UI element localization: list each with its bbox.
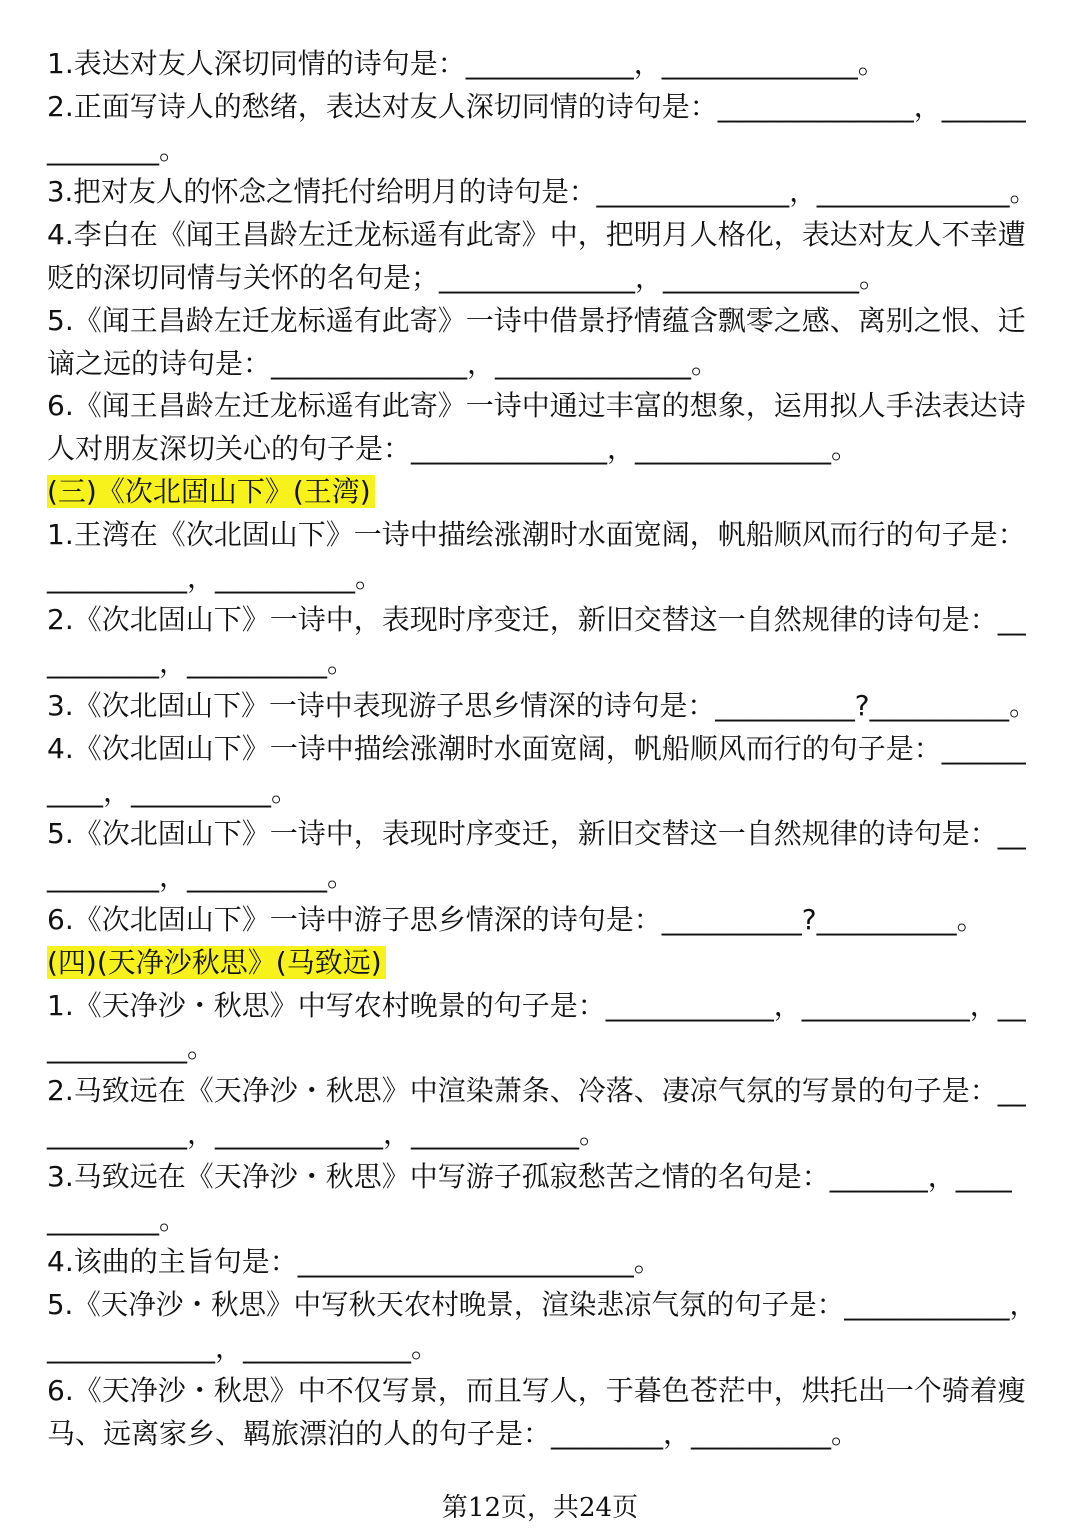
question-line	[47, 643, 1037, 683]
question-text: __________，____________，____________。	[47, 1116, 608, 1150]
question-line	[47, 130, 1037, 170]
question-text: 6.《闻王昌龄左迁龙标遥有此寄》一诗中通过丰富的想象，运用拟人手法表达诗	[47, 389, 1026, 423]
question-text: 5.《天净沙・秋思》中写秋天农村晚景，渲染悲凉气氛的句子是：____________，	[47, 1288, 1038, 1322]
question-line	[47, 1114, 1037, 1154]
question-text: 3.把对友人的怀念之情托付给明月的诗句是：______________，______________。	[47, 175, 1038, 209]
question-line	[47, 1414, 1037, 1454]
question-text: 谪之远的诗句是：______________，______________。	[47, 346, 720, 380]
question-text: 6.《天净沙・秋思》中不仅写景，而且写人，于暮色苍茫中，烘托出一个骑着瘦	[47, 1373, 1026, 1407]
question-text: 1.王湾在《次北固山下》一诗中描绘涨潮时水面宽阔，帆船顺风而行的句子是：	[47, 517, 1026, 551]
question-line	[47, 558, 1037, 598]
question-line	[47, 344, 1037, 384]
question-line	[47, 1242, 1037, 1282]
question-list	[47, 44, 1037, 1456]
question-text: 2.马致远在《天净沙・秋思》中渲染萧条、冷落、凄凉气氛的写景的句子是：__	[47, 1074, 1026, 1108]
question-text: 3.《次北固山下》一诗中表现游子思乡情深的诗句是：__________?__________。	[47, 688, 1038, 722]
question-line	[47, 301, 1037, 341]
section-heading-3	[47, 472, 1037, 512]
question-text: 1.表达对友人深切同情的诗句是：____________，______________。	[47, 47, 886, 80]
question-line	[47, 1371, 1037, 1411]
question-line	[47, 1200, 1037, 1240]
section-heading-4	[47, 943, 1037, 983]
question-line	[47, 600, 1037, 640]
question-text: 4.该曲的主旨句是：________________________。	[47, 1245, 662, 1279]
question-text: __________，__________。	[47, 560, 384, 594]
question-line	[47, 729, 1037, 769]
question-text: ____，__________。	[47, 774, 300, 808]
page-number: 第12页，共24页	[441, 1493, 639, 1523]
question-line	[47, 1328, 1037, 1368]
section-heading-text: (四)(天净沙秋思》(马致远)	[47, 946, 386, 979]
question-text: 5.《闻王昌龄左迁龙标遥有此寄》一诗中借景抒情蕴含飘零之感、离别之恨、迁	[47, 303, 1026, 337]
question-text: ________，__________。	[47, 860, 356, 894]
question-text: 5.《次北固山下》一诗中，表现时序变迁，新旧交替这一自然规律的诗句是：__	[47, 817, 1026, 851]
question-text: 1.《天净沙・秋思》中写农村晚景的句子是：____________，____________，__	[47, 988, 1026, 1022]
question-text: ________。	[47, 132, 188, 166]
question-text: 6.《次北固山下》一诗中游子思乡情深的诗句是：__________?__________。	[47, 902, 985, 936]
question-line	[47, 772, 1037, 812]
question-line	[47, 857, 1037, 897]
question-text: 人对朋友深切关心的句子是：______________，______________。	[47, 432, 860, 466]
question-text: 2.《次北固山下》一诗中，表现时序变迁，新旧交替这一自然规律的诗句是：__	[47, 603, 1026, 637]
question-line	[47, 1028, 1037, 1068]
section-heading-text: (三)《次北固山下》(王湾)	[47, 475, 375, 508]
question-text: 马、远离家乡、羁旅漂泊的人的句子是：________，__________。	[47, 1416, 860, 1450]
question-text: ________。	[47, 1202, 188, 1236]
question-line	[47, 172, 1037, 212]
question-line	[47, 1285, 1037, 1325]
question-line	[47, 686, 1037, 726]
question-line	[47, 215, 1037, 255]
question-line	[47, 429, 1037, 469]
question-line	[47, 814, 1037, 854]
question-line	[47, 1071, 1037, 1111]
question-text: 4.李白在《闻王昌龄左迁龙标遥有此寄》中，把明月人格化，表达对友人不幸遭	[47, 218, 1026, 252]
question-text: 4.《次北固山下》一诗中描绘涨潮时水面宽阔，帆船顺风而行的句子是：______	[47, 731, 1026, 765]
question-line	[47, 258, 1037, 298]
question-line	[47, 386, 1037, 426]
question-line	[47, 515, 1037, 555]
question-text: ________，__________。	[47, 646, 356, 680]
question-text: 3.马致远在《天净沙・秋思》中写游子孤寂愁苦之情的名句是：_______，____	[47, 1159, 1012, 1193]
question-text: __________。	[47, 1031, 216, 1065]
question-text: ____________，____________。	[47, 1330, 440, 1364]
question-text: 贬的深切同情与关怀的名句是；______________，______________。	[47, 260, 888, 294]
question-text: 2.正面写诗人的愁绪，表达对友人深切同情的诗句是：______________，______	[47, 89, 1026, 123]
question-line	[47, 986, 1037, 1026]
question-line	[47, 44, 1037, 84]
question-line	[47, 87, 1037, 127]
question-line	[47, 1157, 1037, 1197]
question-line	[47, 900, 1037, 940]
